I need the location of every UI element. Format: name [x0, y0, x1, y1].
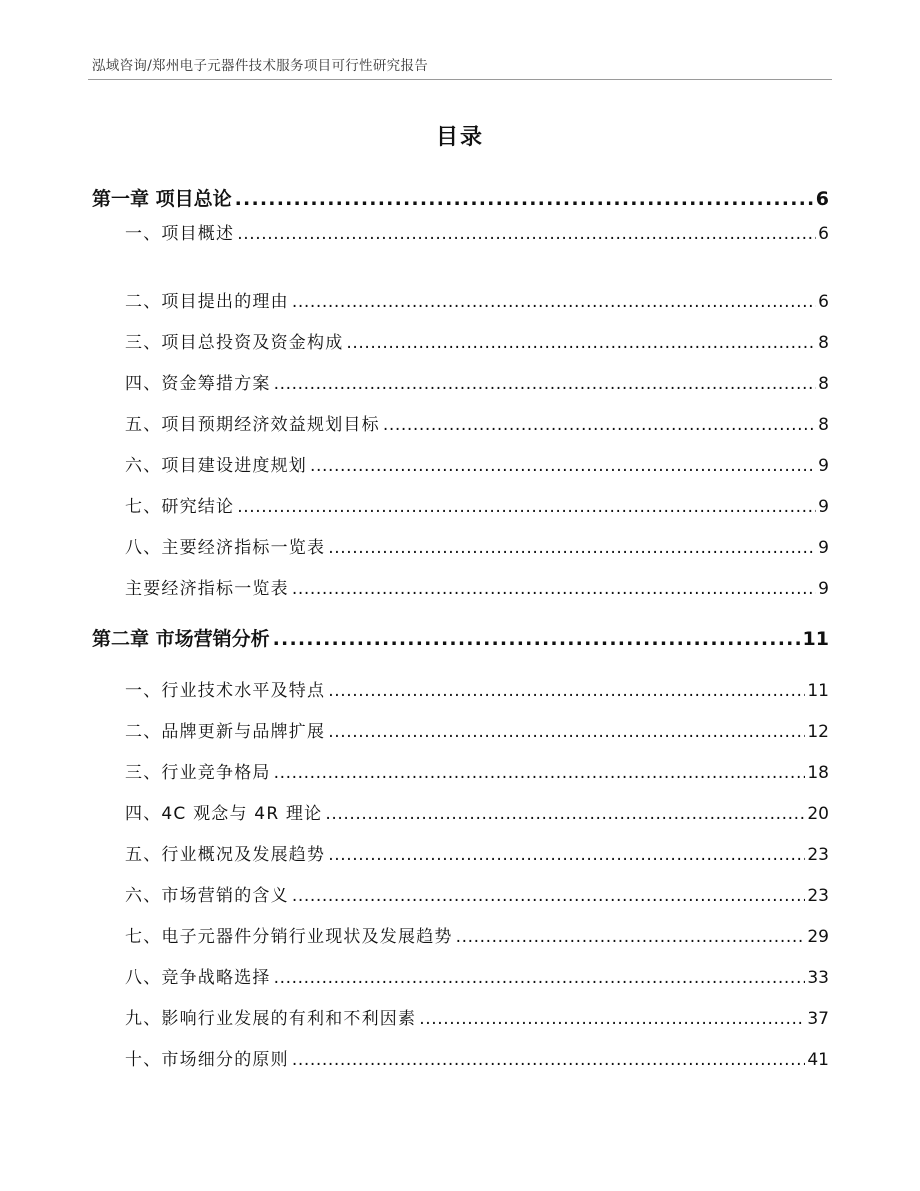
toc-section-1-7[interactable] [92, 492, 829, 517]
toc-entry-label: 项目提出的理由 [161, 292, 289, 312]
toc-entry-label: 品牌更新与品牌扩展 [161, 722, 326, 742]
toc-page-number: 8 [818, 333, 829, 353]
toc-page-number: 6 [818, 224, 829, 244]
running-header: 泓域咨询/郑州电子元器件技术服务项目可行性研究报告 [92, 58, 429, 74]
toc-leader-dots [328, 722, 805, 742]
toc-entry-label: 主要经济指标一览表 [125, 579, 289, 599]
toc-page-number: 23 [807, 845, 829, 865]
toc-entry-label: 第二章 市场营销分析 [92, 628, 270, 650]
toc-section-2-2[interactable] [92, 717, 829, 742]
toc-entry-number: 四、 [125, 374, 162, 394]
toc-leader-dots [235, 188, 814, 210]
toc-entry-number: 四、 [125, 804, 162, 824]
toc-section-2-10[interactable] [92, 1045, 829, 1070]
toc-page-number: 33 [807, 968, 829, 988]
toc-section-2-1[interactable] [92, 676, 829, 701]
toc-entry-label: 竞争战略选择 [161, 968, 271, 988]
toc-entry-label: 项目预期经济效益规划目标 [161, 415, 380, 435]
toc-entry-label: 市场细分的原则 [161, 1050, 289, 1070]
toc-title: 目录 [435, 125, 484, 150]
toc-leader-dots [456, 927, 806, 947]
toc-entry-label: 研究结论 [161, 497, 235, 517]
toc-entry-number: 二、 [125, 722, 162, 742]
toc-leader-dots [310, 456, 816, 476]
toc-leader-dots [292, 292, 816, 312]
toc-subentry-economic-table[interactable] [92, 574, 829, 599]
toc-entry-number: 八、 [125, 968, 162, 988]
toc-leader-dots [328, 845, 805, 865]
toc-page-number: 9 [818, 497, 829, 517]
toc-page-number: 9 [818, 579, 829, 599]
toc-entry-number: 二、 [125, 292, 162, 312]
toc-entry-number: 七、 [125, 927, 162, 947]
toc-leader-dots [346, 333, 816, 353]
toc-leader-dots [237, 497, 816, 517]
toc-section-2-9[interactable] [92, 1004, 829, 1029]
toc-section-1-2[interactable] [92, 287, 829, 312]
toc-leader-dots [274, 374, 817, 394]
toc-page-number: 23 [807, 886, 829, 906]
toc-page-number: 29 [807, 927, 829, 947]
toc-leader-dots [273, 628, 801, 650]
toc-leader-dots [383, 415, 816, 435]
toc-entry-number: 六、 [125, 456, 162, 476]
toc-page-number: 41 [807, 1050, 829, 1070]
toc-section-1-4[interactable] [92, 369, 829, 394]
toc-entry-label: 影响行业发展的有利和不利因素 [161, 1009, 417, 1029]
toc-leader-dots [419, 1009, 805, 1029]
toc-entry-number: 六、 [125, 886, 162, 906]
toc-leader-dots [325, 804, 805, 824]
toc-page-number: 9 [818, 538, 829, 558]
toc-entry-label: 第一章 项目总论 [92, 188, 232, 210]
toc-section-1-5[interactable] [92, 410, 829, 435]
toc-section-1-6[interactable] [92, 451, 829, 476]
toc-leader-dots [237, 224, 816, 244]
toc-entry-number: 三、 [125, 763, 162, 783]
toc-entry-number: 五、 [125, 415, 162, 435]
toc-entry-number: 九、 [125, 1009, 162, 1029]
toc-entry-number: 七、 [125, 497, 162, 517]
toc-chapter-2[interactable] [92, 624, 829, 651]
toc-section-2-5[interactable] [92, 840, 829, 865]
toc-section-2-8[interactable] [92, 963, 829, 988]
toc-page-number: 11 [802, 628, 829, 650]
toc-page-number: 6 [815, 188, 829, 210]
toc-page-number: 6 [818, 292, 829, 312]
toc-entry-number: 一、 [125, 681, 162, 701]
toc-page-number: 18 [807, 763, 829, 783]
toc-entry-label: 市场营销的含义 [161, 886, 289, 906]
toc-section-1-3[interactable] [92, 328, 829, 353]
toc-page-number: 37 [807, 1009, 829, 1029]
toc-leader-dots [292, 579, 816, 599]
toc-section-2-7[interactable] [92, 922, 829, 947]
toc-section-2-4[interactable] [92, 799, 829, 824]
toc-section-2-6[interactable] [92, 881, 829, 906]
toc-entry-label: 行业技术水平及特点 [161, 681, 326, 701]
toc-leader-dots [274, 763, 806, 783]
toc-entry-label: 主要经济指标一览表 [161, 538, 326, 558]
toc-page-number: 8 [818, 415, 829, 435]
toc-entry-label: 项目概述 [161, 224, 235, 244]
toc-entry-label: 行业竞争格局 [161, 763, 271, 783]
toc-leader-dots [274, 968, 806, 988]
toc-entry-number: 八、 [125, 538, 162, 558]
toc-page-number: 20 [807, 804, 829, 824]
toc-section-2-3[interactable] [92, 758, 829, 783]
toc-entry-label: 资金筹措方案 [161, 374, 271, 394]
toc-leader-dots [292, 1050, 806, 1070]
toc-chapter-1[interactable] [92, 184, 829, 211]
toc-page-number: 9 [818, 456, 829, 476]
toc-section-1-1[interactable] [92, 219, 829, 244]
toc-entry-label: 电子元器件分销行业现状及发展趋势 [161, 927, 453, 947]
toc-leader-dots [328, 681, 805, 701]
toc-page-number: 8 [818, 374, 829, 394]
toc-entry-number: 十、 [125, 1050, 162, 1070]
toc-entry-label: 4C 观念与 4R 理论 [161, 804, 323, 824]
toc-leader-dots [292, 886, 806, 906]
toc-section-1-8[interactable] [92, 533, 829, 558]
toc-entry-label: 项目总投资及资金构成 [161, 333, 344, 353]
toc-entry-label: 项目建设进度规划 [161, 456, 308, 476]
toc-page-number: 11 [807, 681, 829, 701]
toc-entry-number: 三、 [125, 333, 162, 353]
toc-leader-dots [328, 538, 816, 558]
toc-entry-number: 一、 [125, 224, 162, 244]
toc-page-number: 12 [807, 722, 829, 742]
toc-entry-number: 五、 [125, 845, 162, 865]
toc-entry-label: 行业概况及发展趋势 [161, 845, 326, 865]
